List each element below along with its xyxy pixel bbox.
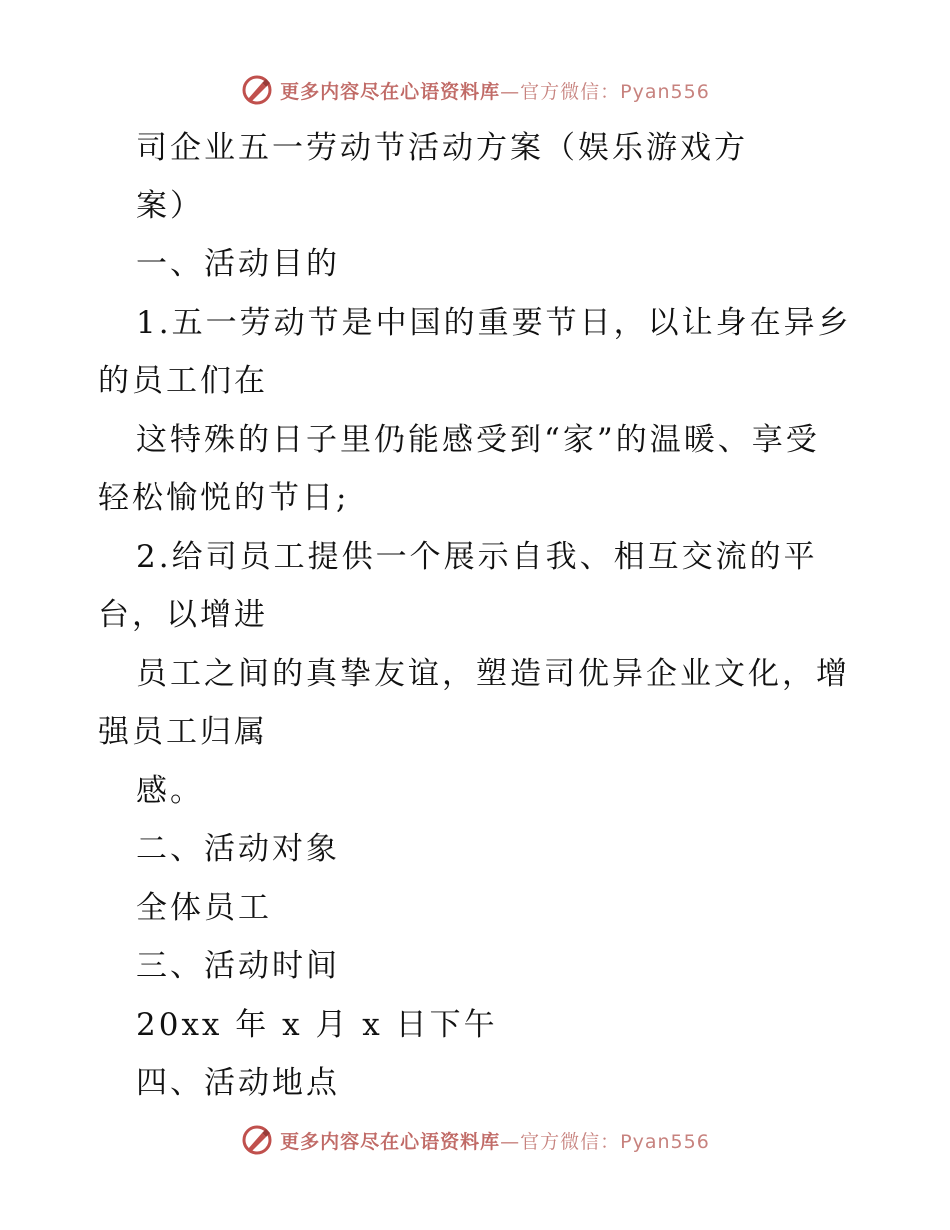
paragraph-line: 2.给司员工提供一个展示自我、相互交流的平	[136, 539, 818, 575]
paragraph-line: 的员工们在	[98, 363, 268, 399]
header-banner-contact: —官方微信：Pyan556	[500, 80, 710, 103]
header-banner-title: 更多内容尽在心语资料库	[280, 80, 501, 103]
pen-logo-icon	[240, 1123, 274, 1157]
section-heading-location: 四、活动地点	[136, 1065, 340, 1101]
doc-title-line-2: 案）	[136, 188, 204, 224]
paragraph-line: 1.五一劳动节是中国的重要节日，以让身在异乡	[136, 305, 852, 341]
header-banner-text	[280, 77, 710, 104]
footer-banner-title: 更多内容尽在心语资料库	[280, 1130, 501, 1153]
paragraph-line: 轻松愉悦的节日;	[98, 480, 350, 516]
paragraph-line: 感。	[136, 773, 204, 809]
paragraph-line: 强员工归属	[98, 714, 268, 750]
footer-banner	[0, 1120, 950, 1160]
paragraph-line: 20xx 年 x 月 x 日下午	[136, 1007, 498, 1043]
paragraph-line: 台，以增进	[98, 597, 268, 633]
paragraph-line: 员工之间的真挚友谊，塑造司优异企业文化，增	[136, 656, 850, 692]
paragraph-line: 这特殊的日子里仍能感受到“家”的温暖、享受	[136, 422, 820, 458]
doc-title-line-1: 司企业五一劳动节活动方案（娱乐游戏方	[136, 130, 748, 166]
footer-banner-contact: —官方微信：Pyan556	[500, 1130, 710, 1153]
header-banner	[0, 70, 950, 110]
footer-banner-text	[280, 1127, 710, 1154]
paragraph-line: 全体员工	[136, 890, 272, 926]
section-heading-purpose: 一、活动目的	[136, 246, 340, 282]
pen-logo-icon	[240, 73, 274, 107]
section-heading-time: 三、活动时间	[136, 948, 340, 984]
section-heading-audience: 二、活动对象	[136, 831, 340, 867]
